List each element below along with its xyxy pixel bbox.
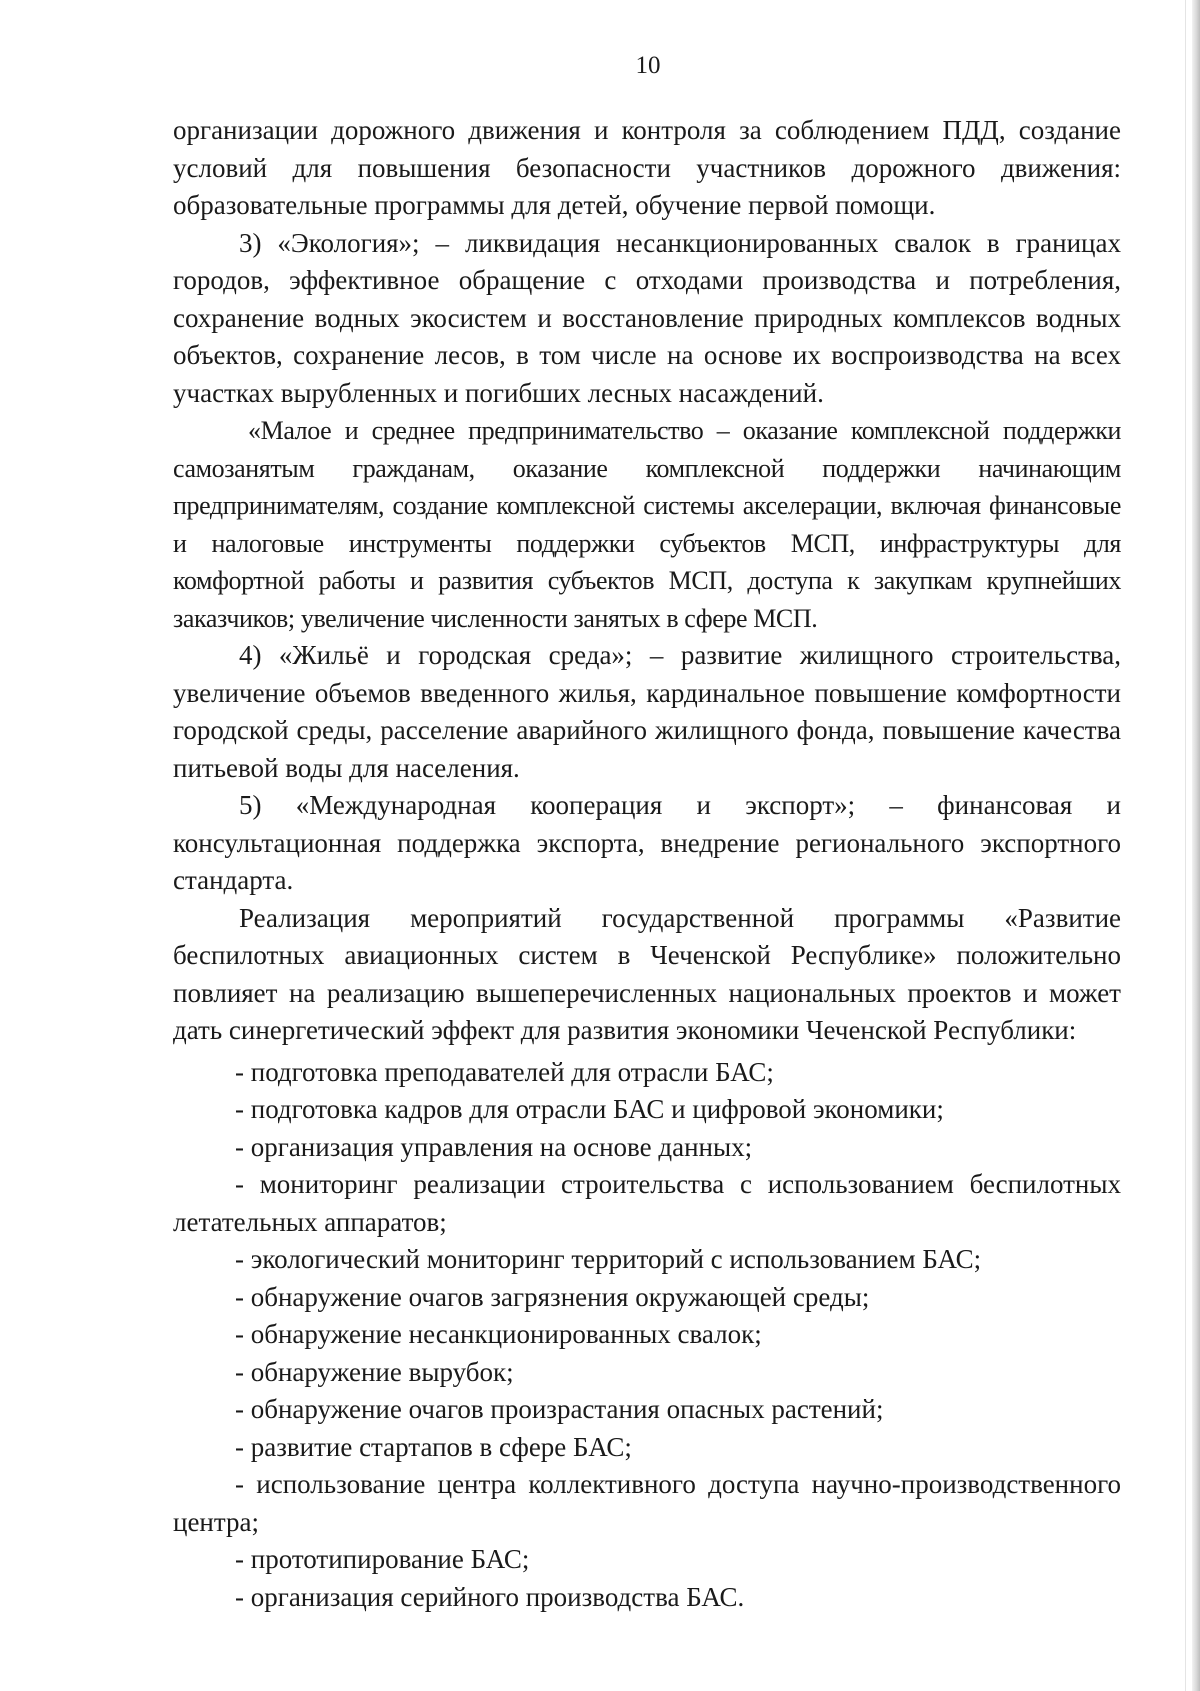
paragraph-housing: 4) «Жильё и городская среда»; – развитие жилищного строительства, увеличение объемов введенного жилья, кардинальное повышение комфортности городской среды, расселение аварийного жилищного фонда, повышение качества питьевой воды для населения. [173,640,1121,783]
page-number: 10 [635,52,661,79]
paragraph-ecology: 3) «Экология»; – ликвидация несанкционированных свалок в границах городов, эффективное обращение с отходами производства и потребления, сохранение водных экосистем и восстановление природных комплексов водных объектов, сохранение лесов, в том числе на основе их воспроизводства на всех участках вырубленных и погибших лесных насаждений. [173,227,1121,408]
scan-edge-shadow [1192,0,1200,1691]
list-item: - организация управления на основе данных; [235,1131,753,1162]
scan-edge-line [1185,0,1186,1691]
list-item: - обнаружение очагов произрастания опасных растений; [235,1394,884,1424]
list-item: - развитие стартапов в сфере БАС; [235,1431,632,1462]
list-item: - организация серийного производства БАС. [235,1581,745,1612]
list-item: - обнаружение несанкционированных свалок; [235,1319,762,1349]
paragraph-road-safety: организации дорожного движения и контроля за соблюдением ПДД, создание условий для повышения безопасности участников дорожного движения: образовательные программы для детей, обучение первой помощи. [173,115,1121,220]
list-item: - мониторинг реализации строительства с использованием беспилотных летательных аппаратов; [173,1169,1121,1237]
list-item: - обнаружение вырубок; [235,1356,514,1387]
list-item: - обнаружение очагов загрязнения окружающей среды; [235,1281,870,1312]
list-item: - использование центра коллективного доступа научно-производственного центра; [173,1469,1121,1537]
list-item: - подготовка кадров для отрасли БАС и цифровой экономики; [235,1094,944,1124]
paragraph-program-impact: Реализация мероприятий государственной программы «Развитие беспилотных авиационных систем в Чеченской Республике» положительно повлияет на реализацию вышеперечисленных национальных проектов и может дать синергетический эффект для развития экономики Чеченской Республики: [173,902,1121,1045]
list-item: - экологический мониторинг территорий с использованием БАС; [235,1244,982,1274]
paragraph-small-business: «Малое и среднее предпринимательство – оказание комплексной поддержки самозанятым гражданам, оказание комплексной поддержки начинающим предпринимателям, создание комплексной системы акселерации, включая финансовые и налоговые инструменты поддержки субъектов МСП, инфраструктуры для комфортной работы и развития субъектов МСП, доступа к закупкам крупнейших заказчиков; увеличение численности занятых в сфере МСП. [173,416,1121,633]
paragraph-export: 5) «Международная кооперация и экспорт»; – финансовая и консультационная поддержка экспорта, внедрение регионального экспортного стандарта. [173,790,1121,895]
document-body [173,112,1121,1616]
effects-list [173,1054,1121,1617]
list-item: - подготовка преподавателей для отрасли БАС; [235,1056,774,1087]
list-item: - прототипирование БАС; [235,1544,530,1574]
